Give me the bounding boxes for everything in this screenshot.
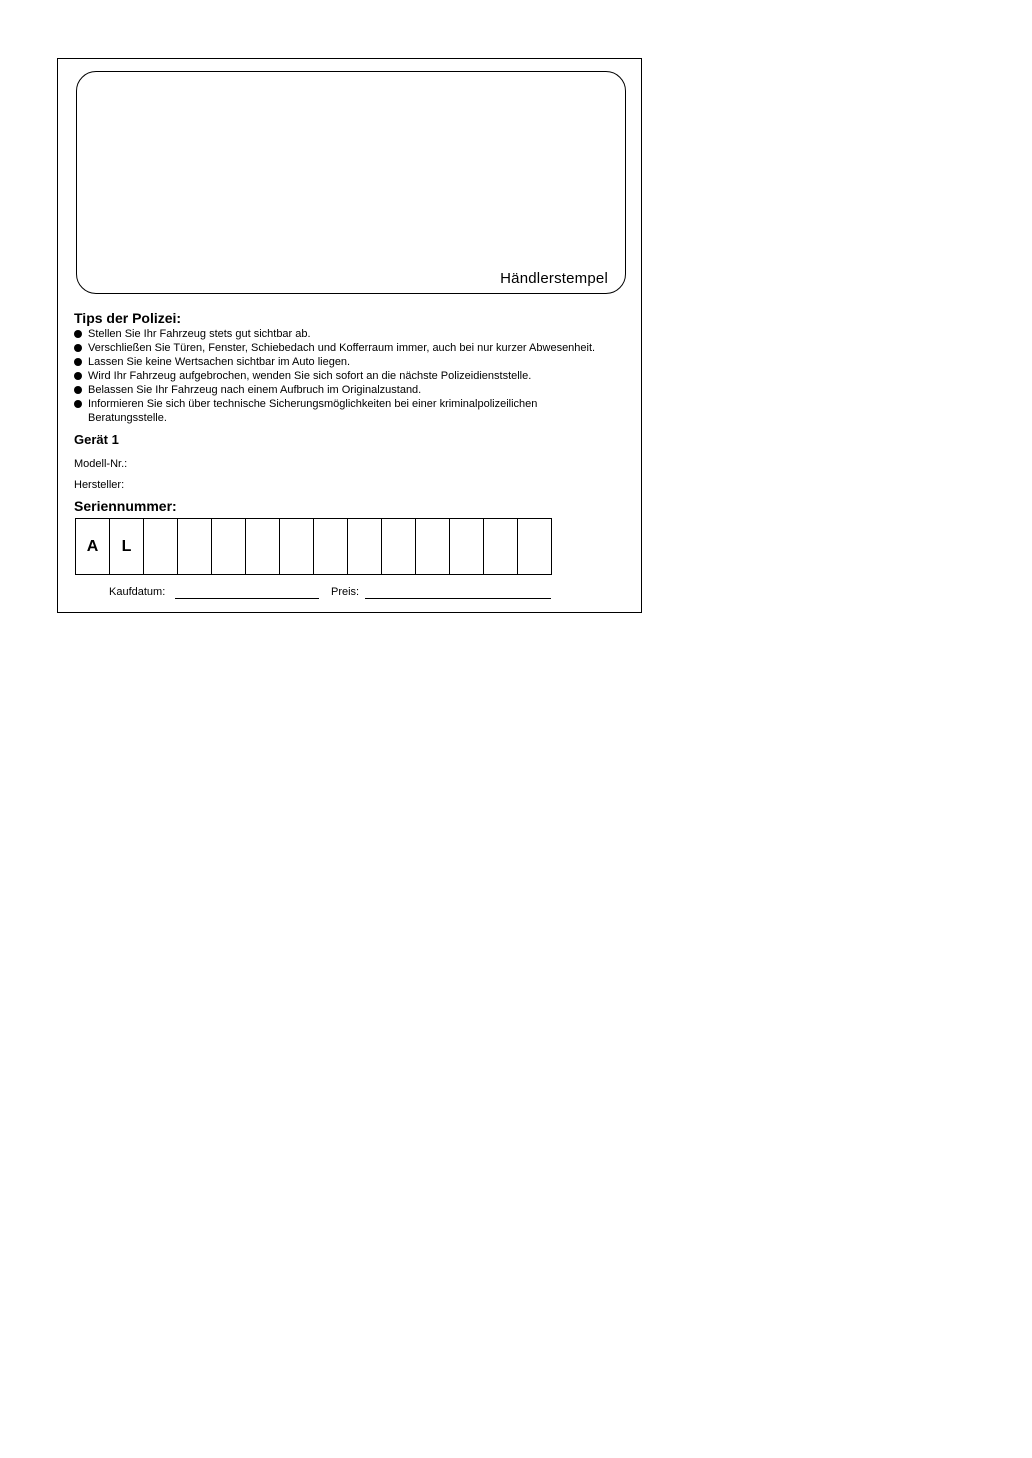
price-field[interactable] [365, 598, 551, 599]
serial-cell[interactable] [450, 519, 484, 574]
bullet-icon [74, 358, 82, 366]
bullet-icon [74, 344, 82, 352]
serial-cell[interactable] [212, 519, 246, 574]
dealer-stamp-box [76, 71, 626, 294]
serial-cell[interactable] [484, 519, 518, 574]
tips-heading: Tips der Polizei: [74, 310, 182, 326]
tip-text: Belassen Sie Ihr Fahrzeug nach einem Aufbruch im Originalzustand. [88, 384, 422, 396]
serial-cell[interactable] [178, 519, 212, 574]
serial-cell[interactable] [518, 519, 552, 574]
purchase-date-label: Kaufdatum: [109, 586, 166, 598]
bullet-icon [74, 372, 82, 380]
tip-item [74, 327, 644, 341]
serial-cell[interactable] [382, 519, 416, 574]
serial-number-grid [75, 518, 552, 575]
serial-cell[interactable]: L [110, 519, 144, 574]
registration-card [57, 58, 642, 613]
bullet-icon [74, 386, 82, 394]
purchase-date-field[interactable] [175, 598, 319, 599]
serial-cell[interactable] [416, 519, 450, 574]
serial-cell[interactable] [314, 519, 348, 574]
dealer-stamp-label: Händlerstempel [500, 270, 608, 287]
price-label: Preis: [331, 586, 360, 598]
tip-item [74, 369, 644, 383]
tip-item [74, 397, 588, 425]
bullet-icon [74, 400, 82, 408]
tip-text: Wird Ihr Fahrzeug aufgebrochen, wenden Sie sich sofort an die nächste Polizeidienststelle. [88, 370, 532, 382]
tip-item [74, 355, 644, 369]
manufacturer-label: Hersteller: [74, 479, 125, 491]
tip-text: Lassen Sie keine Wertsachen sichtbar im Auto liegen. [88, 356, 351, 368]
tip-item [74, 383, 644, 397]
tip-text: Stellen Sie Ihr Fahrzeug stets gut sichtbar ab. [88, 328, 311, 340]
serial-cell[interactable] [280, 519, 314, 574]
serial-cell[interactable]: A [76, 519, 110, 574]
serial-cell[interactable] [348, 519, 382, 574]
serial-number-heading: Seriennummer: [74, 498, 177, 514]
tips-list [74, 327, 644, 425]
tip-text: Verschließen Sie Türen, Fenster, Schiebedach und Kofferraum immer, auch bei nur kurzer Abwesenheit. [88, 342, 596, 354]
model-number-label: Modell-Nr.: [74, 458, 128, 470]
serial-cell[interactable] [144, 519, 178, 574]
tip-text: Informieren Sie sich über technische Sicherungsmöglichkeiten bei einer kriminalpolizeilichen Beratungsstelle. [88, 398, 538, 424]
tip-item [74, 341, 644, 355]
device-heading: Gerät 1 [74, 432, 119, 447]
bullet-icon [74, 330, 82, 338]
serial-cell[interactable] [246, 519, 280, 574]
